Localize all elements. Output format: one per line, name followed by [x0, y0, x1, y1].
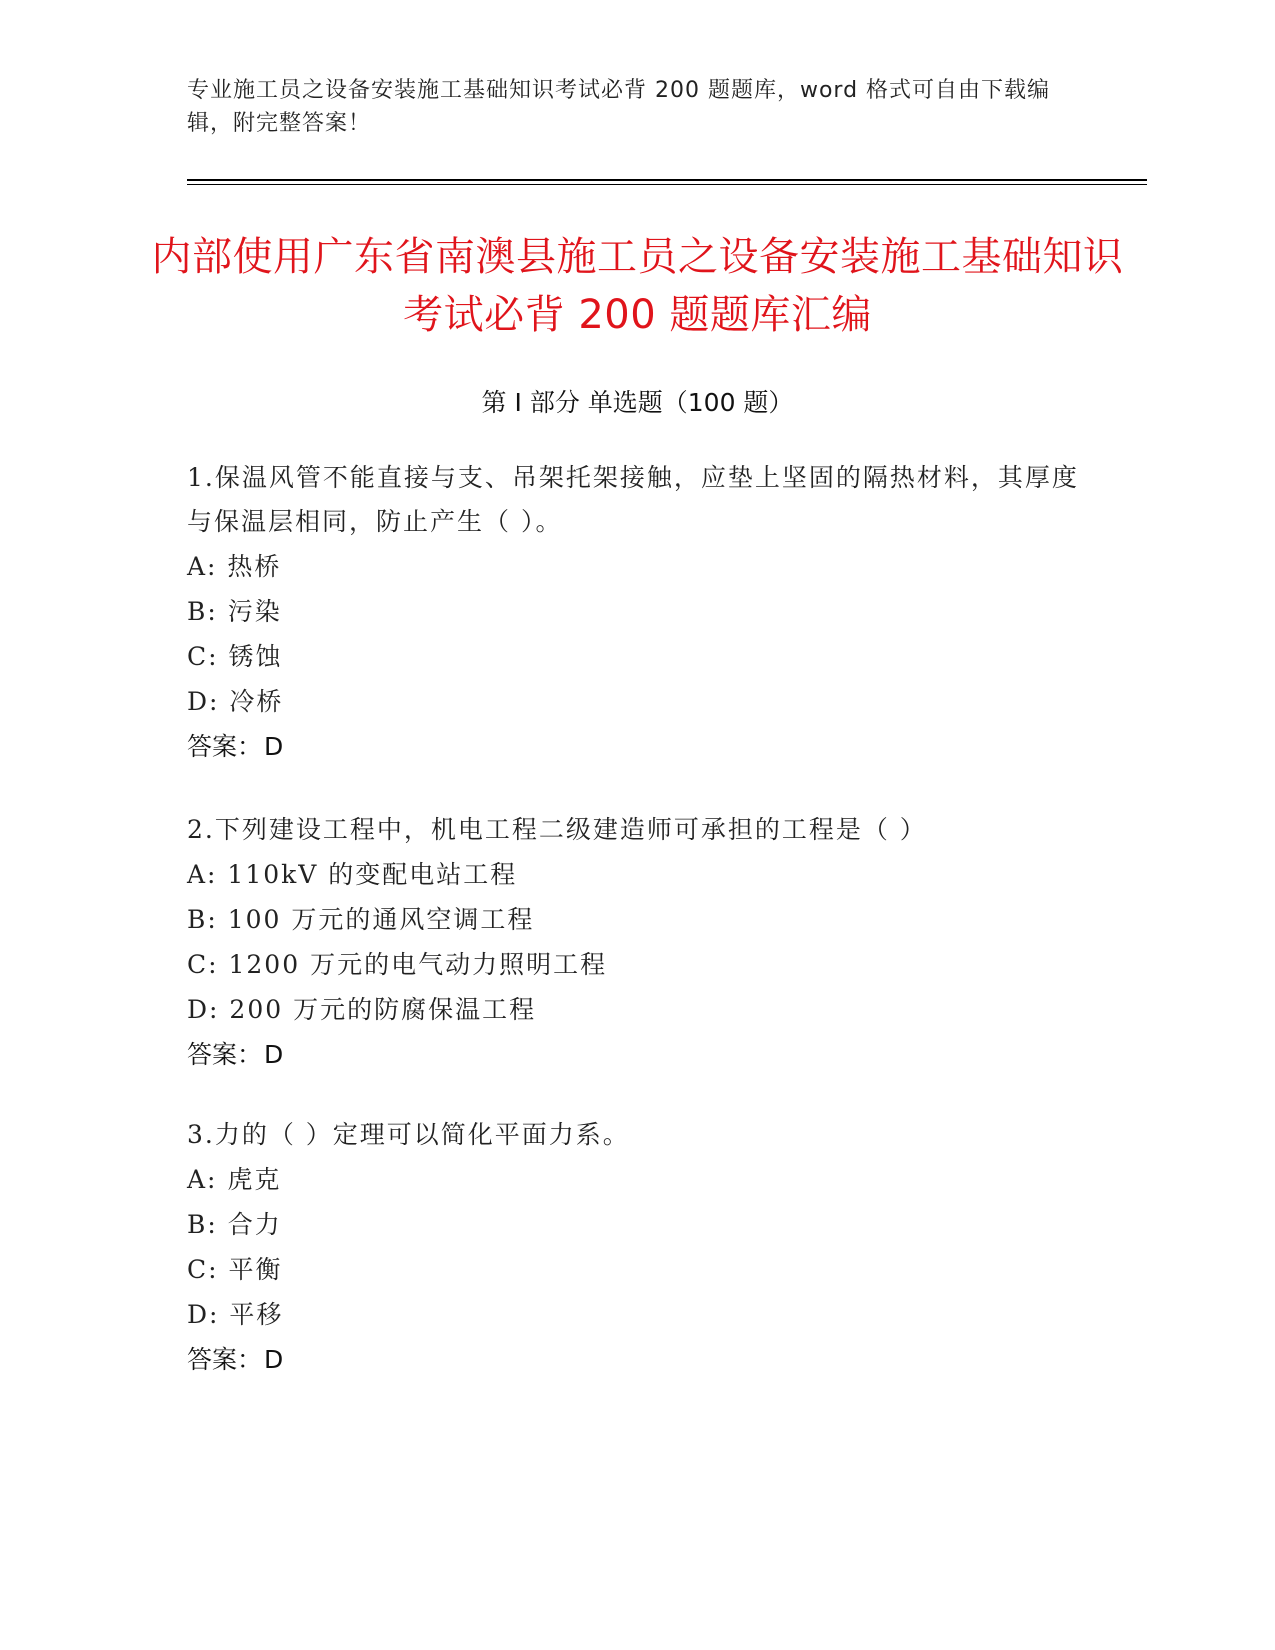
question-stem: 3.力的（ ）定理可以简化平面力系。 [187, 1120, 630, 1149]
header-note: 专业施工员之设备安装施工基础知识考试必背 200 题题库，word 格式可自由下载编辑，附完整答案！ [187, 78, 1051, 136]
answer-line [187, 1337, 1087, 1383]
header-divider-thick [187, 179, 1147, 181]
option-d: D: 200 万元的防腐保温工程 [187, 995, 537, 1024]
document-title: 内部使用广东省南澳县施工员之设备安装施工基础知识考试必背 200 题题库汇编 [151, 234, 1124, 338]
answer-value: D [264, 1345, 284, 1374]
option-c: C: 平衡 [187, 1255, 283, 1284]
answer-label: 答案： [187, 1345, 263, 1374]
question-stem: 2.下列建设工程中，机电工程二级建造师可承担的工程是（ ） [187, 815, 927, 844]
question-2 [187, 808, 1087, 1078]
option-d: D: 平移 [187, 1300, 284, 1329]
header-divider-thin [187, 184, 1147, 185]
question-1 [187, 456, 1087, 770]
answer-line [187, 1032, 1087, 1078]
section-heading: 第 I 部分 单选题（100 题） [481, 388, 794, 417]
option-a: A: 110kV 的变配电站工程 [187, 860, 518, 889]
answer-value: D [264, 732, 284, 761]
answer-label: 答案： [187, 732, 263, 761]
option-b: B: 合力 [187, 1210, 282, 1239]
answer-line [187, 724, 1087, 770]
question-3 [187, 1113, 1087, 1383]
option-d: D: 冷桥 [187, 687, 284, 716]
option-b: B: 100 万元的通风空调工程 [187, 905, 535, 934]
option-c: C: 1200 万元的电气动力照明工程 [187, 950, 608, 979]
option-c: C: 锈蚀 [187, 642, 283, 671]
option-a: A: 虎克 [187, 1165, 282, 1194]
option-a: A: 热桥 [187, 552, 282, 581]
question-stem: 1.保温风管不能直接与支、吊架托架接触，应垫上坚固的隔热材料，其厚度与保温层相同，防止产生（ ）。 [187, 463, 1079, 536]
answer-value: D [264, 1040, 284, 1069]
option-b: B: 污染 [187, 597, 282, 626]
answer-label: 答案： [187, 1040, 263, 1069]
